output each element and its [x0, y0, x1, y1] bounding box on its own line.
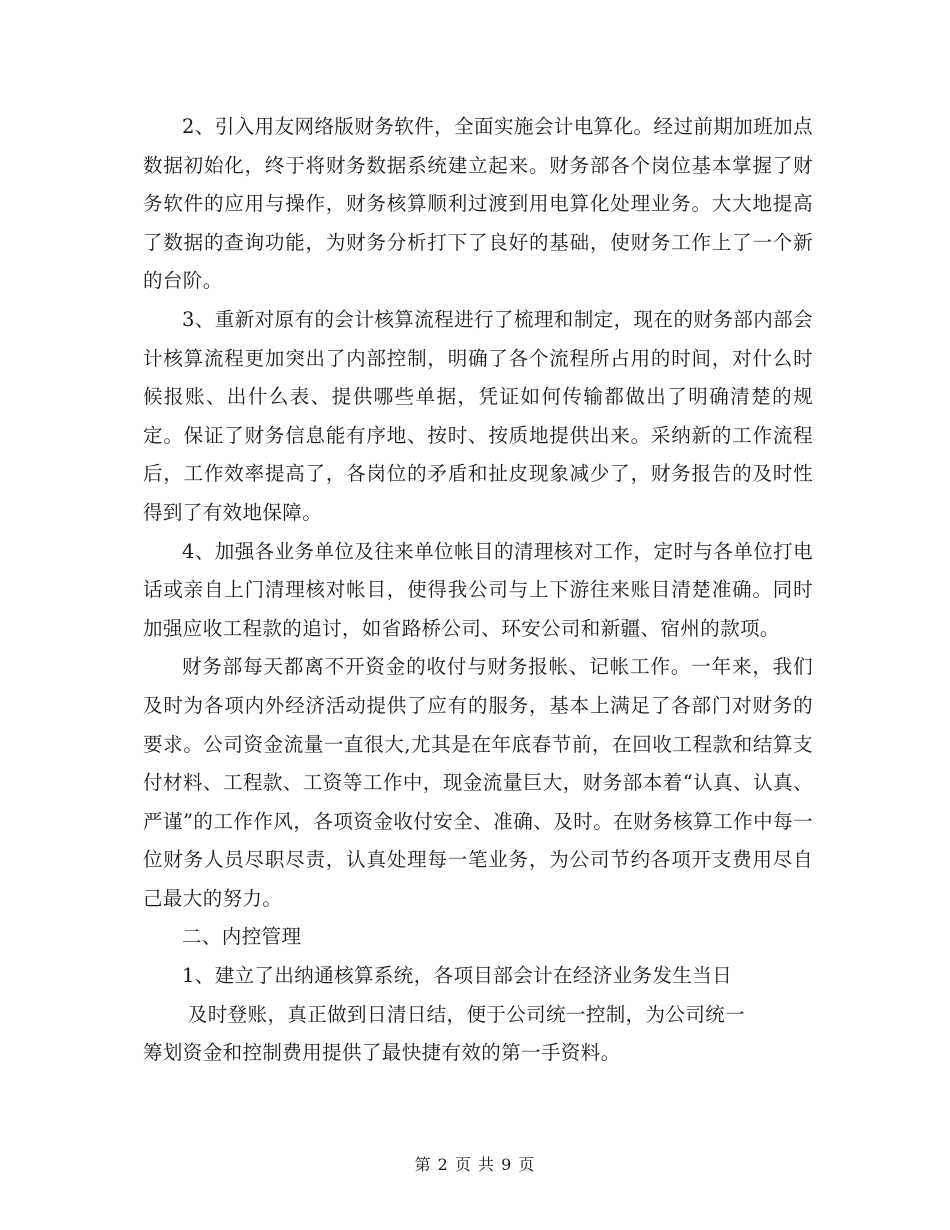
paragraph-accounting-process: 3、重新对原有的会计核算流程进行了梳理和制定，现在的财务部内部会计核算流程更加突出了内部控制，明确了各个流程所占用的时间，对什么时候报账、出什么表、提供哪些单据，凭证如何传输都做出了明确清楚的规定。保证了财务信息能有序地、按时、按质地提供出来。采纳新的工作流程后，工作效率提高了，各岗位的矛盾和扯皮现象减少了，财务报告的及时性得到了有效地保障。 [143, 307, 813, 524]
cashier-line-1: 1、建立了出纳通核算系统，各项目部会计在经济业务发生当日 [182, 964, 733, 988]
page-number-footer: 第 2 页 共 9 页 [414, 1155, 536, 1174]
section-heading-internal-control: 二、内控管理 [182, 925, 302, 949]
document-body [143, 108, 813, 1073]
paragraph-account-reconciliation: 4、加强各业务单位及往来单位帐目的清理核对工作，定时与各单位打电话或亲自上门清理核对帐目，使得我公司与上下游往来账目清楚准确。同时加强应收工程款的追讨，如省路桥公司、环安公司和新疆、宿州的款项。 [143, 539, 813, 640]
paragraph-software: 2、引入用友网络版财务软件，全面实施会计电算化。经过前期加班加点数据初始化，终于将财务数据系统建立起来。财务部各个岗位基本掌握了财务软件的应用与操作，财务核算顺利过渡到用电算化处理业务。大大地提高了数据的查询功能，为财务分析打下了良好的基础，使财务工作上了一个新的台阶。 [143, 115, 813, 293]
cashier-line-3: 筹划资金和控制费用提供了最快捷有效的第一手资料。 [143, 1041, 621, 1065]
paragraph-fund-management: 财务部每天都离不开资金的收付与财务报帐、记帐工作。一年来，我们及时为各项内外经济活动提供了应有的服务，基本上满足了各部门对财务的要求。公司资金流量一直很大,尤其是在年底春节前，在回收工程款和结算支付材料、工程款、工资等工作中，现金流量巨大，财务部本着“认真、认真、严谨”的工作作风，各项资金收付安全、准确、及时。在财务核算工作中每一位财务人员尽职尽责，认真处理每一笔业务，为公司节约各项开支费用尽自己最大的努力。 [143, 655, 813, 910]
paragraph-cashier-system [143, 957, 813, 1073]
cashier-line-2: 及时登账，真正做到日清日结，便于公司统一控制，为公司统一 [187, 1002, 746, 1026]
